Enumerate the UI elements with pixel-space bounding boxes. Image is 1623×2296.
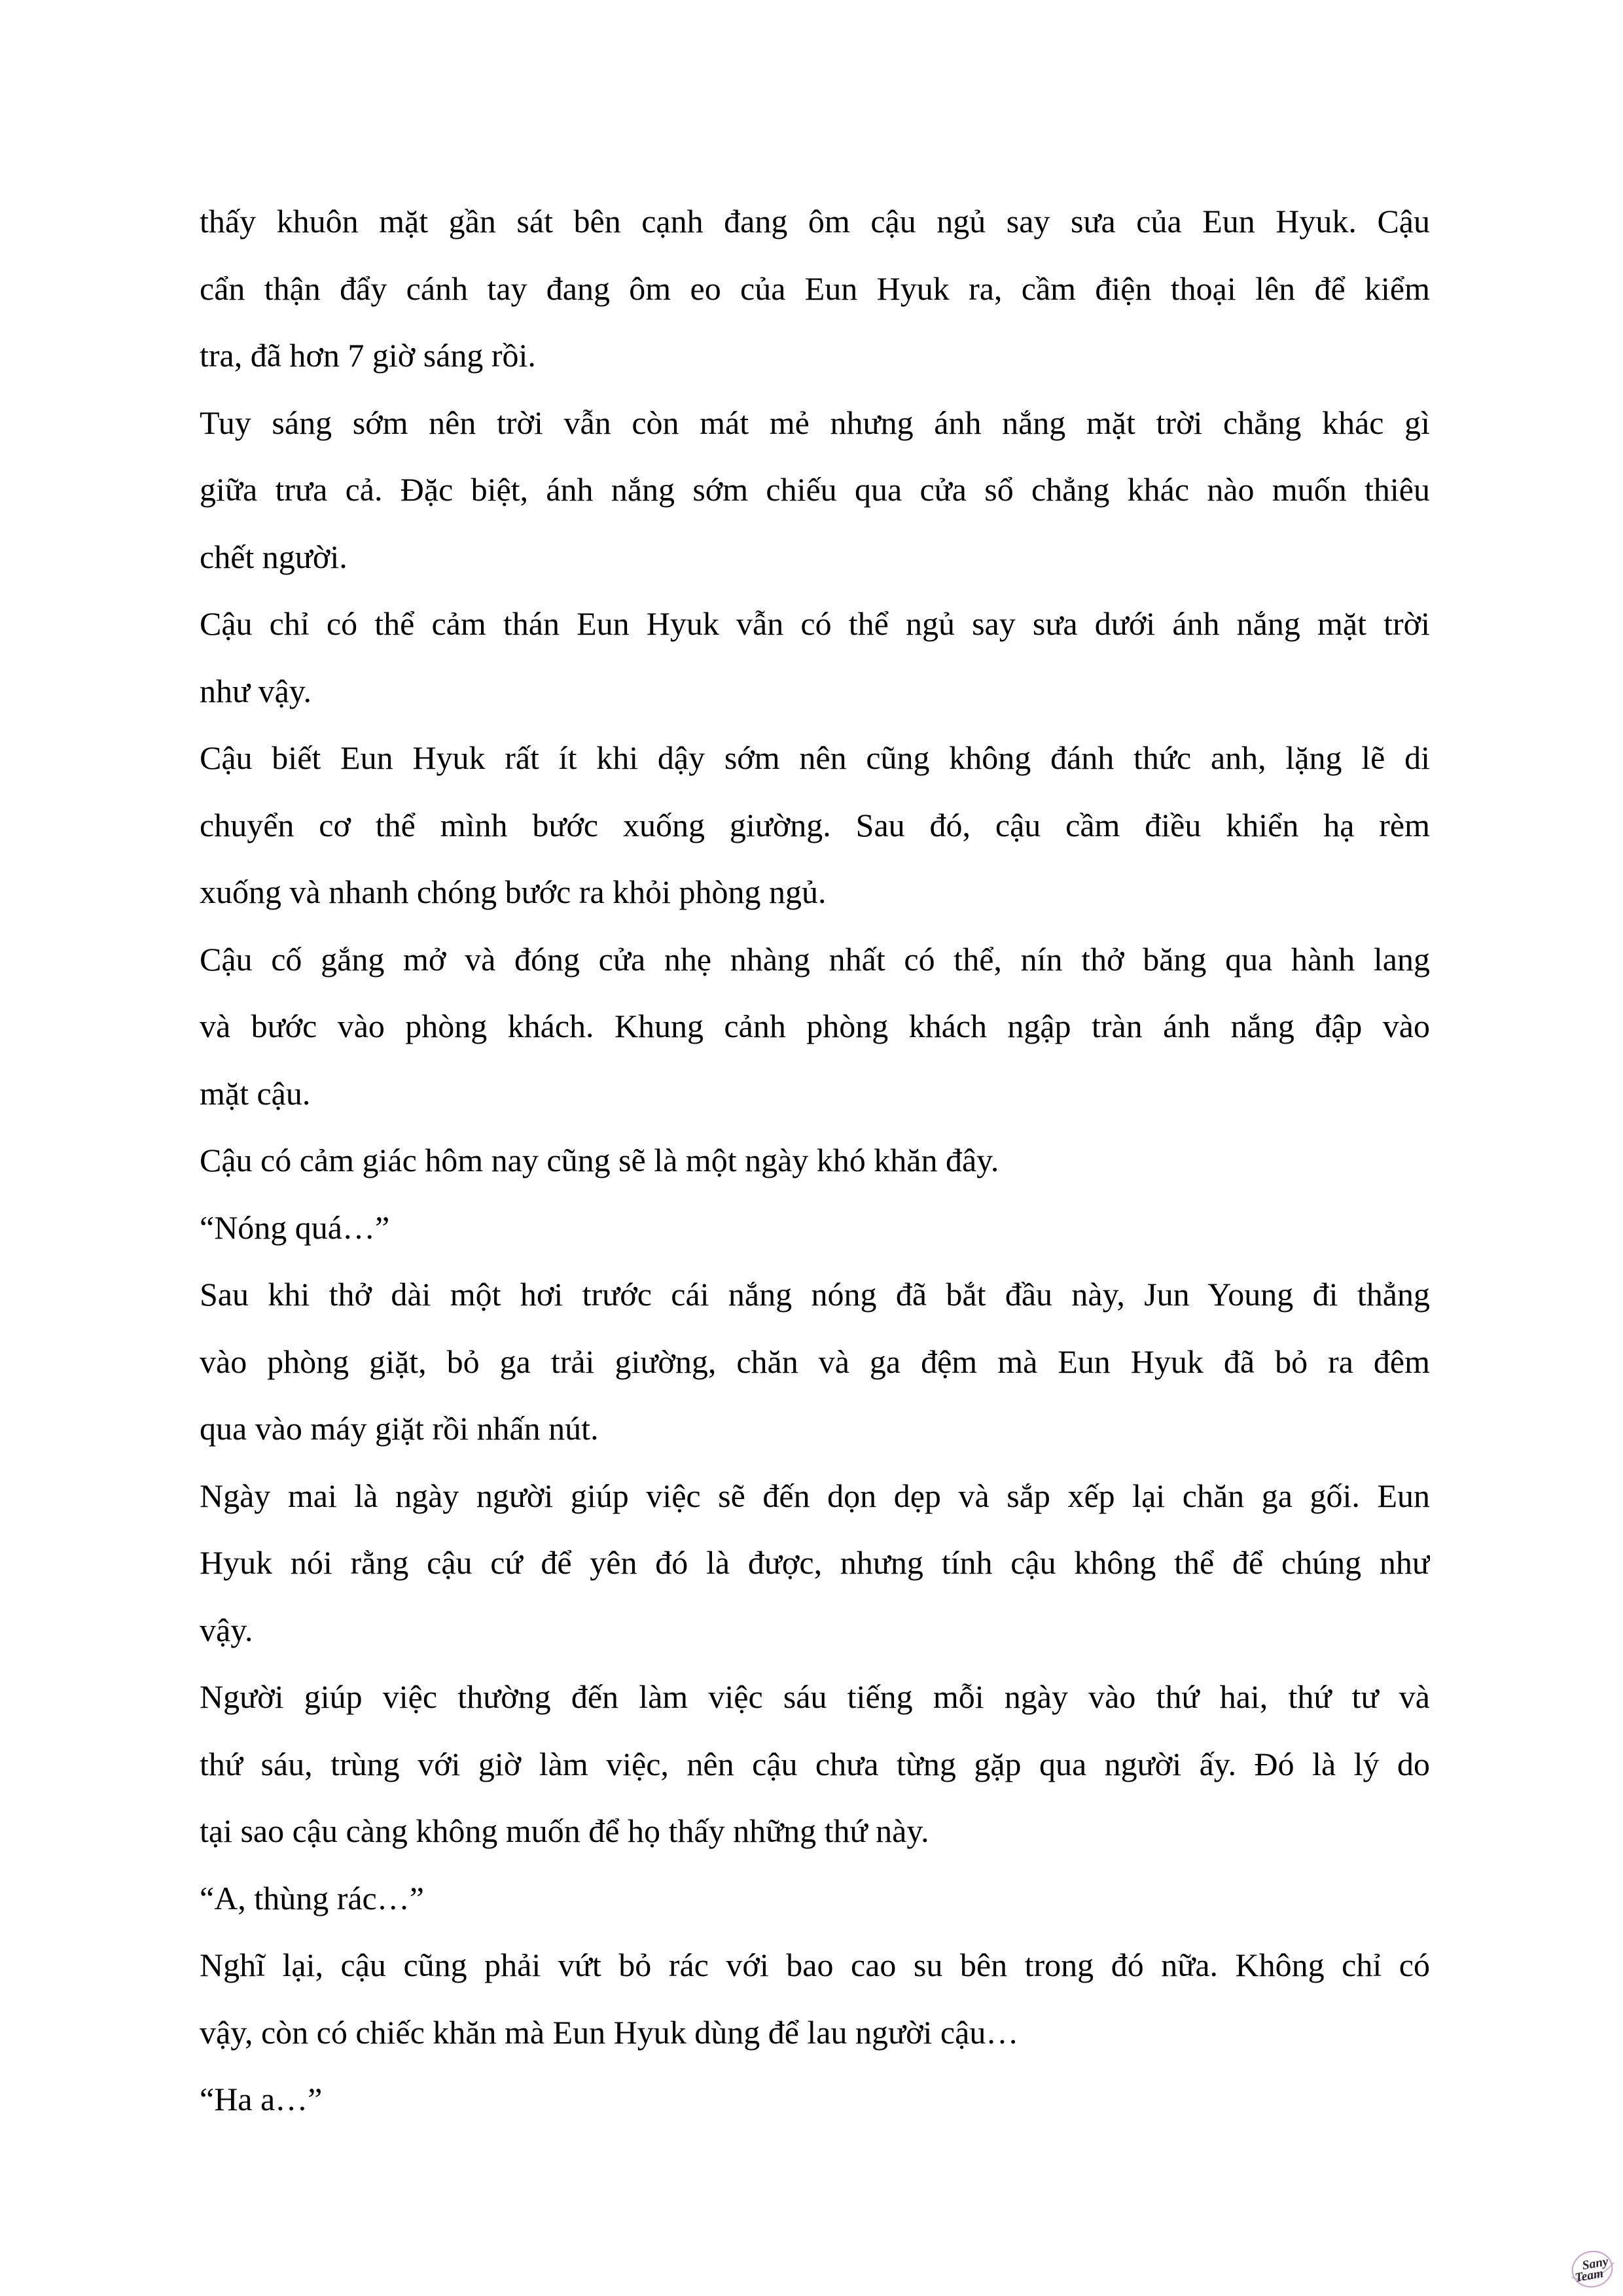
- team-stamp-logo: [1568, 2244, 1616, 2293]
- text-line: và bước vào phòng khách. Khung cảnh phòng khách ngập tràn ánh nắng đập vào: [200, 1008, 1430, 1044]
- text-line: vậy, còn có chiếc khăn mà Eun Hyuk dùng để lau người cậu…: [200, 2013, 1019, 2051]
- text-line: chết người.: [200, 538, 348, 575]
- text-line: thứ sáu, trùng với giờ làm việc, nên cậu chưa từng gặp qua người ấy. Đó là lý do: [200, 1745, 1430, 1782]
- text-line: Cậu chỉ có thể cảm thán Eun Hyuk vẫn có thể ngủ say sưa dưới ánh nắng mặt trời: [200, 605, 1430, 642]
- text-line: cẩn thận đẩy cánh tay đang ôm eo của Eun Hyuk ra, cầm điện thoại lên để kiểm: [200, 270, 1430, 307]
- text-line: Hyuk nói rằng cậu cứ để yên đó là được, nhưng tính cậu không thể để chúng như: [200, 1544, 1430, 1581]
- text-line: giữa trưa cả. Đặc biệt, ánh nắng sớm chiếu qua cửa sổ chẳng khác nào muốn thiêu: [200, 471, 1430, 508]
- text-line: “Nóng quá…”: [200, 1209, 390, 1246]
- text-line: qua vào máy giặt rồi nhấn nút.: [200, 1410, 599, 1447]
- text-line: tại sao cậu càng không muốn để họ thấy những thứ này.: [200, 1812, 929, 1849]
- text-line: Cậu có cảm giác hôm nay cũng sẽ là một ngày khó khăn đây.: [200, 1142, 999, 1178]
- text-line: Ngày mai là ngày người giúp việc sẽ đến dọn dẹp và sắp xếp lại chăn ga gối. Eun: [200, 1477, 1430, 1514]
- text-body: [200, 188, 1430, 2133]
- text-line: Người giúp việc thường đến làm việc sáu tiếng mỗi ngày vào thứ hai, thứ tư và: [200, 1678, 1430, 1715]
- stamp-text-line2: Team: [1574, 2267, 1605, 2286]
- text-line: Tuy sáng sớm nên trời vẫn còn mát mẻ nhưng ánh nắng mặt trời chẳng khác gì: [200, 404, 1430, 441]
- text-line: “A, thùng rác…”: [200, 1879, 424, 1916]
- text-line: Sau khi thở dài một hơi trước cái nắng nóng đã bắt đầu này, Jun Young đi thẳng: [200, 1276, 1430, 1313]
- text-line: xuống và nhanh chóng bước ra khỏi phòng ngủ.: [200, 874, 827, 910]
- text-line: Nghĩ lại, cậu cũng phải vứt bỏ rác với bao cao su bên trong đó nữa. Không chỉ có: [200, 1947, 1430, 1983]
- text-line: “Ha a…”: [200, 2081, 323, 2117]
- text-line: thấy khuôn mặt gần sát bên cạnh đang ôm cậu ngủ say sưa của Eun Hyuk. Cậu: [200, 203, 1430, 239]
- text-line: vậy.: [200, 1611, 253, 1648]
- text-line: tra, đã hơn 7 giờ sáng rồi.: [200, 337, 536, 374]
- stamp-text-line1: Sany: [1581, 2254, 1610, 2273]
- text-line: mặt cậu.: [200, 1074, 311, 1112]
- text-line: như vậy.: [200, 672, 312, 709]
- text-line: chuyển cơ thể mình bước xuống giường. Sau đó, cậu cầm điều khiển hạ rèm: [200, 806, 1430, 843]
- text-line: Cậu cố gắng mở và đóng cửa nhẹ nhàng nhất có thể, nín thở băng qua hành lang: [200, 940, 1430, 978]
- text-line: vào phòng giặt, bỏ ga trải giường, chăn và ga đệm mà Eun Hyuk đã bỏ ra đêm: [200, 1343, 1430, 1380]
- team-stamp-icon: [1568, 2244, 1616, 2293]
- text-line: Cậu biết Eun Hyuk rất ít khi dậy sớm nên cũng không đánh thức anh, lặng lẽ di: [200, 739, 1430, 776]
